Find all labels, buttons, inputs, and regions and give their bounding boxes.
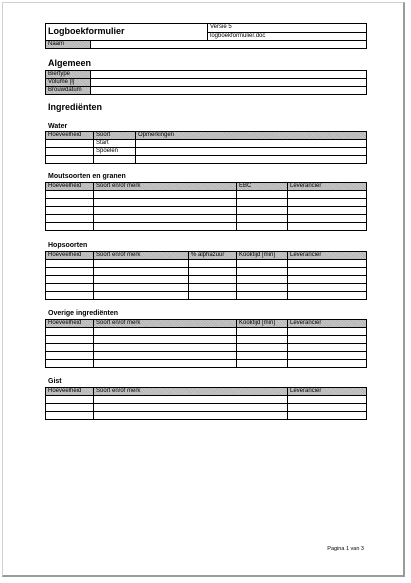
hops-cell[interactable] [189,284,237,292]
water-cell[interactable] [46,140,94,148]
hops-cell[interactable] [237,284,288,292]
hops-cell[interactable] [94,284,189,292]
other-cell[interactable] [237,360,288,368]
other-cell[interactable] [46,352,94,360]
other-col-type: Soort en/of merk [94,320,237,328]
other-cell[interactable] [288,360,367,368]
header-table [45,23,367,41]
beer-type-field[interactable] [91,71,367,79]
water-cell[interactable] [46,148,94,156]
malts-cell[interactable] [46,199,94,207]
name-table [45,40,367,49]
ingredients-heading: Ingrediënten [48,102,103,112]
malts-cell[interactable] [46,215,94,223]
version-label: Versie 5 [208,24,367,33]
hops-cell[interactable] [94,268,189,276]
malts-cell[interactable] [94,199,237,207]
yeast-cell[interactable] [288,396,367,404]
name-label: Naam [46,41,91,49]
other-cell[interactable] [237,336,288,344]
malts-section [45,182,367,231]
beer-type-label: Biertype [46,71,91,79]
table-row [46,292,367,300]
other-cell[interactable] [46,360,94,368]
hops-section [45,251,367,300]
yeast-col-amount: Hoeveelheid [46,388,94,396]
malts-cell[interactable] [46,223,94,231]
malts-col-supplier: Leverancier [288,183,367,191]
table-row [46,148,367,156]
yeast-col-supplier: Leverancier [288,388,367,396]
hops-cell[interactable] [189,268,237,276]
other-cell[interactable] [237,344,288,352]
table-row [46,260,367,268]
other-cell[interactable] [94,336,237,344]
hops-cell[interactable] [237,268,288,276]
malts-heading: Moutsoorten en granen [48,173,126,180]
yeast-cell[interactable] [94,404,288,412]
malts-col-type: Soort en/of merk [94,183,237,191]
volume-field[interactable] [91,79,367,87]
hops-col-supplier: Leverancier [288,252,367,260]
other-cell[interactable] [237,328,288,336]
yeast-cell[interactable] [46,404,94,412]
hops-cell[interactable] [288,292,367,300]
hops-cell[interactable] [46,268,94,276]
yeast-cell[interactable] [46,396,94,404]
table-row [46,412,367,420]
other-cell[interactable] [288,352,367,360]
malts-col-amount: Hoeveelheid [46,183,94,191]
page-number: Pagina 1 van 3 [327,546,364,552]
malts-cell[interactable] [288,191,367,199]
table-row [46,191,367,199]
other-cell[interactable] [46,328,94,336]
hops-cell[interactable] [94,276,189,284]
water-section [45,131,367,164]
hops-col-alpha: % alphazuur [189,252,237,260]
other-cell[interactable] [288,336,367,344]
yeast-heading: Gist [48,378,62,385]
malts-cell[interactable] [288,215,367,223]
hops-cell[interactable] [237,260,288,268]
yeast-cell[interactable] [94,412,288,420]
table-row [46,207,367,215]
other-cell[interactable] [237,352,288,360]
filename-label: logboekformulier.doc [208,32,367,41]
other-heading: Overige ingrediënten [48,310,119,317]
water-col-type: Soort [94,132,136,140]
hops-cell[interactable] [46,292,94,300]
malts-cell[interactable] [237,223,288,231]
water-col-amount: Hoeveelheid [46,132,94,140]
hops-cell[interactable] [237,276,288,284]
table-row [46,328,367,336]
table-row [46,284,367,292]
other-cell[interactable] [94,328,237,336]
malts-cell[interactable] [237,215,288,223]
water-cell[interactable] [94,156,136,164]
document-title-cell [46,24,208,41]
malts-cell[interactable] [94,215,237,223]
yeast-col-type: Soort en/of merk [94,388,288,396]
hops-col-boil-time: Kooktijd [min] [237,252,288,260]
other-col-boil-time: Kooktijd [min] [237,320,288,328]
malts-col-ebc: EBC [237,183,288,191]
volume-label: Volume [l] [46,79,91,87]
hops-cell[interactable] [288,268,367,276]
document-title: Logboekformulier [48,25,125,36]
table-row [46,404,367,412]
other-cell[interactable] [94,352,237,360]
yeast-cell[interactable] [288,412,367,420]
hops-cell[interactable] [46,276,94,284]
other-col-amount: Hoeveelheid [46,320,94,328]
hops-cell[interactable] [288,284,367,292]
table-row [46,336,367,344]
malts-cell[interactable] [288,199,367,207]
water-heading: Water [48,123,68,130]
hops-cell[interactable] [94,292,189,300]
yeast-section [45,387,367,420]
water-cell[interactable] [136,148,367,156]
malts-cell[interactable] [46,191,94,199]
table-row [46,268,367,276]
table-row [46,396,367,404]
header-section [45,23,367,49]
brew-date-field[interactable] [91,87,367,95]
other-cell[interactable] [94,360,237,368]
yeast-cell[interactable] [94,396,288,404]
malts-cell[interactable] [94,207,237,215]
table-row [46,140,367,148]
yeast-cell[interactable] [288,404,367,412]
malts-table [45,182,367,231]
water-cell[interactable] [136,140,367,148]
hops-cell[interactable] [237,292,288,300]
other-table [45,319,367,368]
malts-cell[interactable] [237,199,288,207]
yeast-table [45,387,367,420]
water-cell[interactable] [46,156,94,164]
other-section [45,319,367,368]
malts-cell[interactable] [237,191,288,199]
hops-table [45,251,367,300]
table-row [46,276,367,284]
table-row [46,199,367,207]
hops-cell[interactable] [189,260,237,268]
water-table [45,131,367,164]
other-cell[interactable] [288,344,367,352]
other-col-supplier: Leverancier [288,320,367,328]
hops-col-amount: Hoeveelheid [46,252,94,260]
other-cell[interactable] [94,344,237,352]
table-row [46,360,367,368]
name-field[interactable] [91,41,367,49]
malts-cell[interactable] [94,191,237,199]
yeast-cell[interactable] [46,412,94,420]
hops-cell[interactable] [46,260,94,268]
water-row-rinse: Spoelen [94,148,136,156]
table-row [46,215,367,223]
other-cell[interactable] [46,336,94,344]
malts-cell[interactable] [288,207,367,215]
hops-cell[interactable] [46,284,94,292]
hops-cell[interactable] [94,260,189,268]
table-row [46,223,367,231]
hops-cell[interactable] [288,276,367,284]
malts-cell[interactable] [46,207,94,215]
water-col-notes: Opmerkingen [136,132,367,140]
table-row [46,352,367,360]
water-cell[interactable] [136,156,367,164]
malts-cell[interactable] [237,207,288,215]
hops-cell[interactable] [288,260,367,268]
hops-cell[interactable] [189,276,237,284]
other-cell[interactable] [46,344,94,352]
brew-date-label: Brouwdatum [46,87,91,95]
table-row [46,344,367,352]
hops-heading: Hopsoorten [48,242,88,249]
general-section [45,70,367,95]
malts-cell[interactable] [94,223,237,231]
general-table [45,70,367,95]
general-heading: Algemeen [48,58,92,68]
hops-col-type: Soort en/of merk [94,252,189,260]
other-cell[interactable] [288,328,367,336]
malts-cell[interactable] [288,223,367,231]
hops-cell[interactable] [189,292,237,300]
table-row [46,156,367,164]
water-row-start: Start [94,140,136,148]
